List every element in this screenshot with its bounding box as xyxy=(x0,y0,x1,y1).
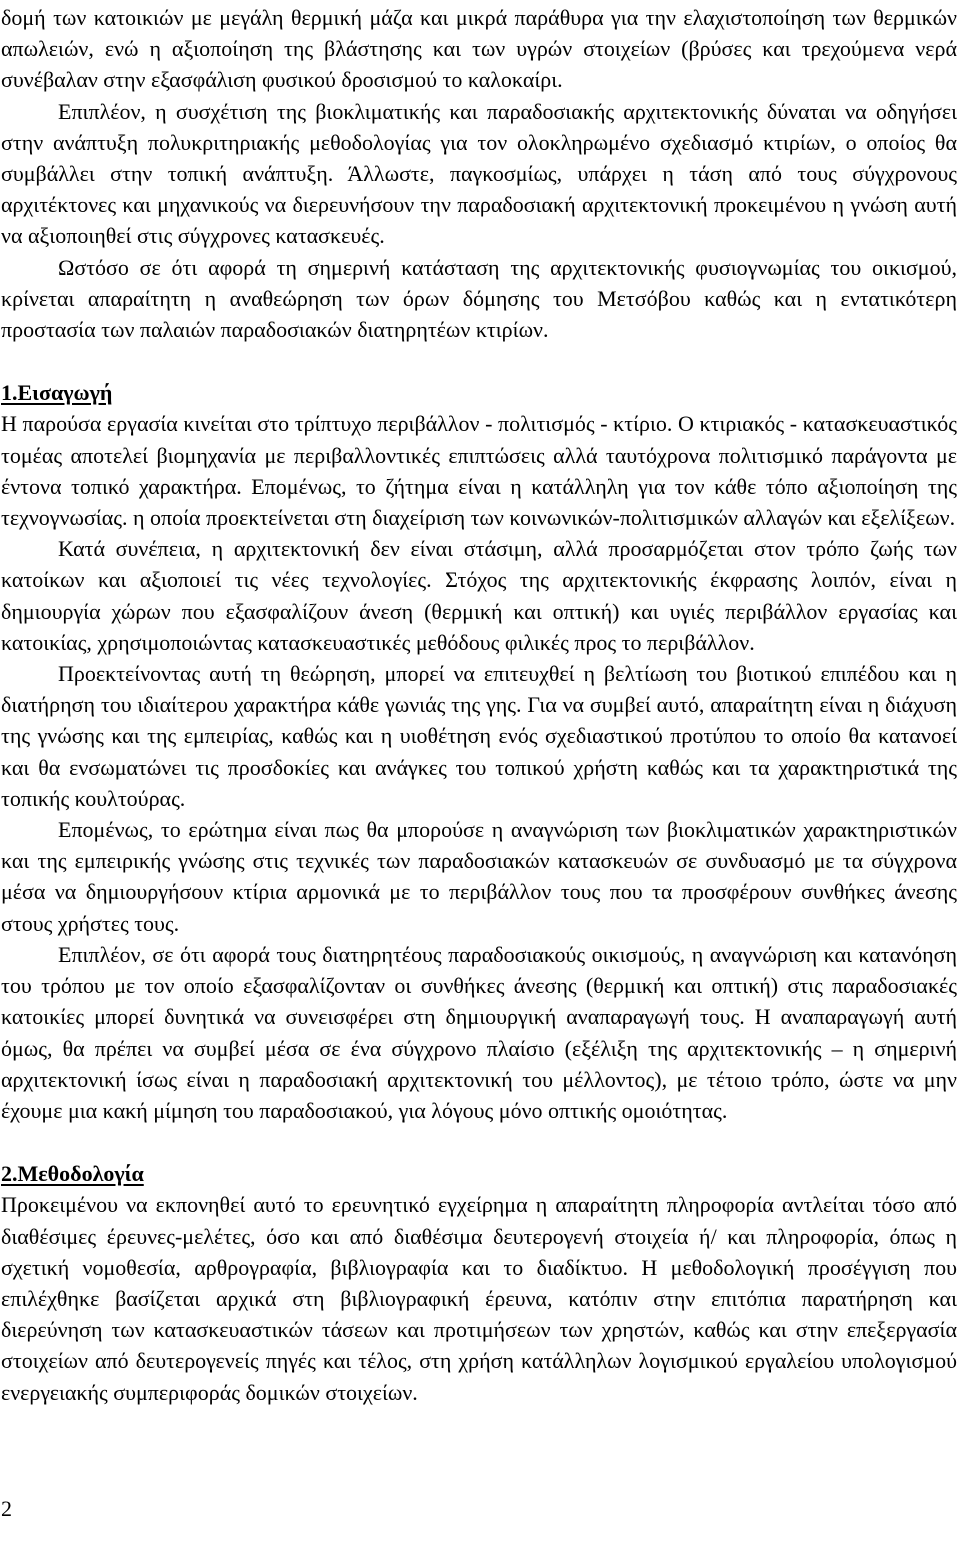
paragraph-continuation: δομή των κατοικιών με μεγάλη θερμική μάζα και μικρά παράθυρα για την ελαχιστοποίηση των θερμικών απωλειών, ενώ η αξιοποίηση της βλάστησης και των υγρών στοιχείων (βρύσες και τρεχούμενα νερά συνέβαλαν στην εξασφάλιση φυσικού δροσισμού το καλοκαίρι. xyxy=(1,5,957,93)
introduction-section xyxy=(1,377,957,1126)
paragraph-intro-2: Κατά συνέπεια, η αρχιτεκτονική δεν είναι στάσιμη, αλλά προσαρμόζεται στον τρόπο ζωής των κατοίκων και αξιοποιεί τις νέες τεχνολογίες. Στόχος της αρχιτεκτονικής έκφρασης λοιπόν, είναι η δημιουργία χώρων που εξασφαλίζουν άνεση (θερμική και οπτική) και υγιές περιβάλλον εργασίας και κατοικίας, χρησιμοποιώντας κατασκευαστικές μεθόδους φιλικές προς το περιβάλλον. xyxy=(1,536,957,655)
section-heading-introduction: 1.Εισαγωγή xyxy=(1,380,113,406)
methodology-section xyxy=(1,1158,957,1408)
paragraph-current-state: Ωστόσο σε ότι αφορά τη σημερινή κατάσταση της αρχιτεκτονικής φυσιογνωμίας του οικισμού, κρίνεται απαραίτητη η αναθεώρηση των όρων δόμησης του Μετσόβου καθώς και η εντατικότερη προστασία των παλαιών παραδοσιακών διατηρητέων κτιρίων. xyxy=(1,254,957,343)
page-number: 2 xyxy=(1,1496,12,1521)
paragraph-intro-1: Η παρούσα εργασία κινείται στο τρίπτυχο περιβάλλον - πολιτισμός - κτίριο. Ο κτιριακός - κατασκευαστικός τομέας αποτελεί βιομηχανία με περιβαλλοντικές επιπτώσεις αλλά ταυτόχρονα πολιτισμικό παράγοντα με έντονα τοπικό χαρακτήρα. Επομένως, το ζήτημα είναι η κατάλληλη για τον κάθε τόπο αξιοποίηση της τεχνογνωσίας. η οποία προεκτείνεται στη διαχείριση των κοινωνικών-πολιτισμικών αλλαγών και εξελίξεων. xyxy=(1,411,957,531)
paragraph-intro-3: Προεκτείνοντας αυτή τη θεώρηση, μπορεί να επιτευχθεί η βελτίωση του βιοτικού επιπέδου και η διατήρηση του ιδιαίτερου χαρακτήρα κάθε γωνιάς της γης. Για να συμβεί αυτό, απαραίτητη είναι η διάχυση της γνώσης και της εμπειρίας, καθώς και η υιοθέτηση ενός σχεδιαστικού προτύπου το οποίο θα κατανοεί και θα ενσωματώνει τις προσδοκίες και ανάγκες του τοπικού χρήστη καθώς και τα χαρακτηριστικά της τοπικής κουλτούρας. xyxy=(1,661,957,811)
paragraph-methodology-1: Προκειμένου να εκπονηθεί αυτό το ερευνητικό εγχείρημα η απαραίτητη πληροφορία αντλείται τόσο από διαθέσιμες έρευνες-μελέτες, όσο και από διαθέσιμα δευτερογενή στοιχεία ή/ και πληροφορία, όπως η σχετική νομοθεσία, αρθρογραφία, βιβλιογραφία και το διαδίκτυο. Η μεθοδολογική προσέγγιση που επιλέχθηκε βασίζεται αρχικά στη βιβλιογραφική έρευνα, κατόπιν στην επιτόπια παρατήρηση και διερεύνηση των κατασκευαστικών τάσεων και προτιμήσεων των χρηστών, καθώς και στην επεξεργασία στοιχείων από δευτερογενείς πηγές και τέλος, στη χρήση κατάλληλων λογισμικού εργαλείου υπολογισμού ενεργειακής συμπεριφοράς δομικών στοιχείων. xyxy=(1,1192,957,1405)
paragraph-intro-5: Επιπλέον, σε ότι αφορά τους διατηρητέους παραδοσιακούς οικισμούς, η αναγνώριση και κατανόηση του τρόπου με τον οποίο εξασφαλίζονταν οι συνθήκες άνεσης (θερμική και οπτική) στις παραδοσιακές κατοικίες μπορεί δυνητικά να συνεισφέρει στη δημιουργική αναπαραγωγή τους. Η αναπαραγωγή αυτή όμως, θα πρέπει να συμβεί μέσα σε ένα σύγχρονο πλαίσιο (εξέλιξη της αρχιτεκτονικής – η σημερινή αρχιτεκτονική ίσως είναι η παραδοσιακή αρχιτεκτονική του μέλλοντος), με τέτοιο τρόπο, ώστε να μην έχουμε μια κακή μίμηση του παραδοσιακού, για λόγους μόνο οπτικής ομοιότητας. xyxy=(1,941,957,1123)
section-heading-methodology: 2.Μεθοδολογία xyxy=(1,1161,144,1187)
paragraph-intro-4: Επομένως, το ερώτημα είναι πως θα μπορούσε η αναγνώριση των βιοκλιματικών χαρακτηριστικών και της εμπειρικής γνώσης στις τεχνικές των παραδοσιακών κατασκευών σε συνδυασμό με τα σύγχρονα μέσα να δημιουργήσουν κτίρια αρμονικά με το περιβάλλον τους που τα προσφέρουν συνθήκες άνεσης στους χρήστες τους. xyxy=(1,817,957,936)
continuation-section xyxy=(1,0,957,345)
paragraph-bioclimatic-relation: Επιπλέον, η συσχέτιση της βιοκλιματικής και παραδοσιακής αρχιτεκτονικής δύναται να οδηγήσει στην ανάπτυξη πολυκριτηριακής μεθοδολογίας για τον ολοκληρωμένο σχεδιασμό κτιρίων, ο οποίος θα συμβάλλει στην τοπική ανάπτυξη. Άλλωστε, παγκοσμίως, υπάρχει η τάση από τους σύγχρονους αρχιτέκτονες και μηχανικούς να διερευνήσουν την παραδοσιακή αρχιτεκτονική προκειμένου η γνώση αυτή να αξιοποιηθεί στις σύγχρονες κατασκευές. xyxy=(1,98,957,249)
